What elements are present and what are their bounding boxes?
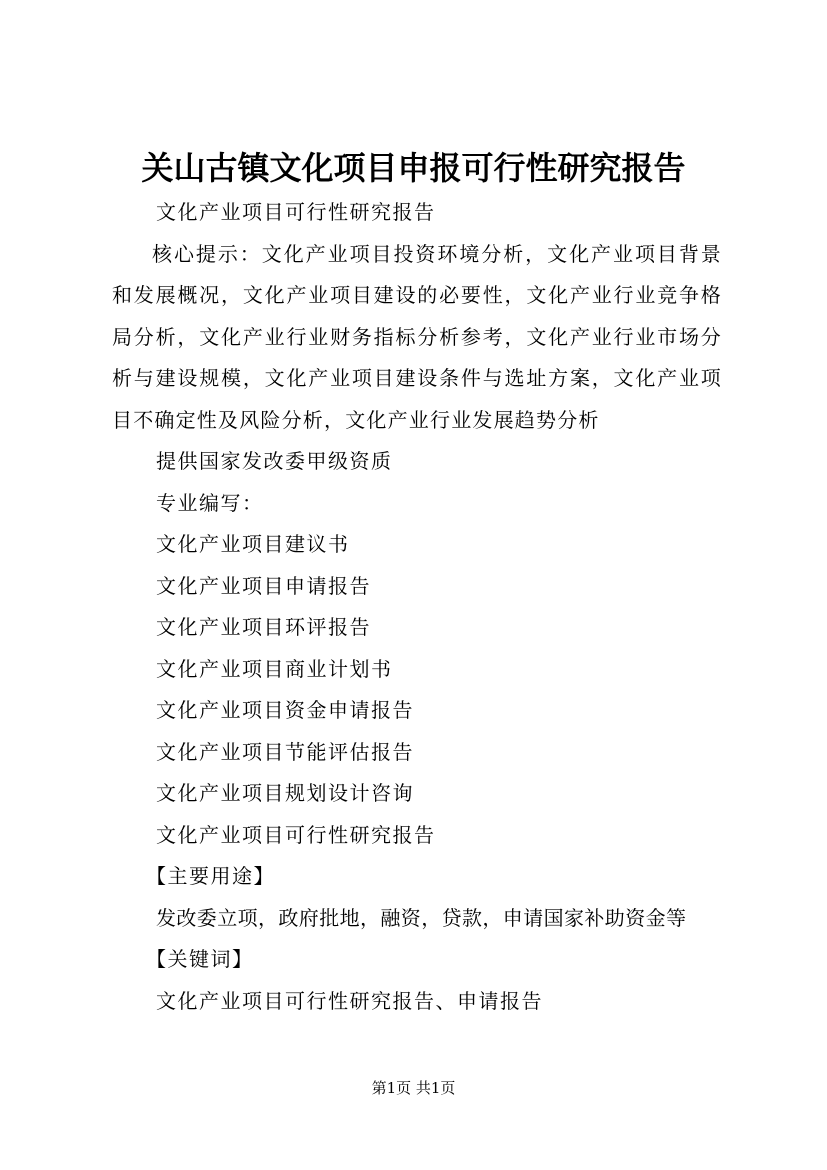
document-title: 关山古镇文化项目申报可行性研究报告 <box>141 149 686 187</box>
keywords-text: 文化产业项目可行性研究报告、申请报告 <box>156 988 543 1013</box>
page-footer: 第1页 共1页 <box>371 1079 456 1097</box>
service-item: 文化产业项目申请报告 <box>156 573 371 598</box>
service-item: 文化产业项目可行性研究报告 <box>156 822 436 847</box>
service-item: 文化产业项目建议书 <box>156 532 350 556</box>
usage-heading: 【主要用途】 <box>146 864 275 888</box>
service-item: 文化产业项目环评报告 <box>156 615 371 639</box>
usage-text: 发改委立项，政府批地，融资，贷款，申请国家补助资金等 <box>156 905 687 930</box>
service-item: 文化产业项目节能评估报告 <box>156 739 414 764</box>
service-item: 文化产业项目规划设计咨询 <box>156 781 414 805</box>
subtitle: 文化产业项目可行性研究报告 <box>156 200 436 224</box>
keywords-heading: 【关键词】 <box>146 947 254 971</box>
service-item: 文化产业项目资金申请报告 <box>156 698 414 722</box>
document-body <box>112 192 722 1022</box>
service-item: 文化产业项目商业计划书 <box>156 656 393 681</box>
writing-label: 专业编写： <box>156 490 264 515</box>
qualification-line: 提供国家发改委甲级资质 <box>156 449 393 473</box>
summary-paragraph: 核心提示：文化产业项目投资环境分析，文化产业项目背景和发展概况，文化产业项目建设的必要性，文化产业行业竞争格局分析，文化产业行业财务指标分析参考，文化产业行业市场分析与建设规模，文化产业项目建设条件与选址方案，文化产业项目不确定性及风险分析，文化产业行业发展趋势分析 <box>112 241 722 432</box>
